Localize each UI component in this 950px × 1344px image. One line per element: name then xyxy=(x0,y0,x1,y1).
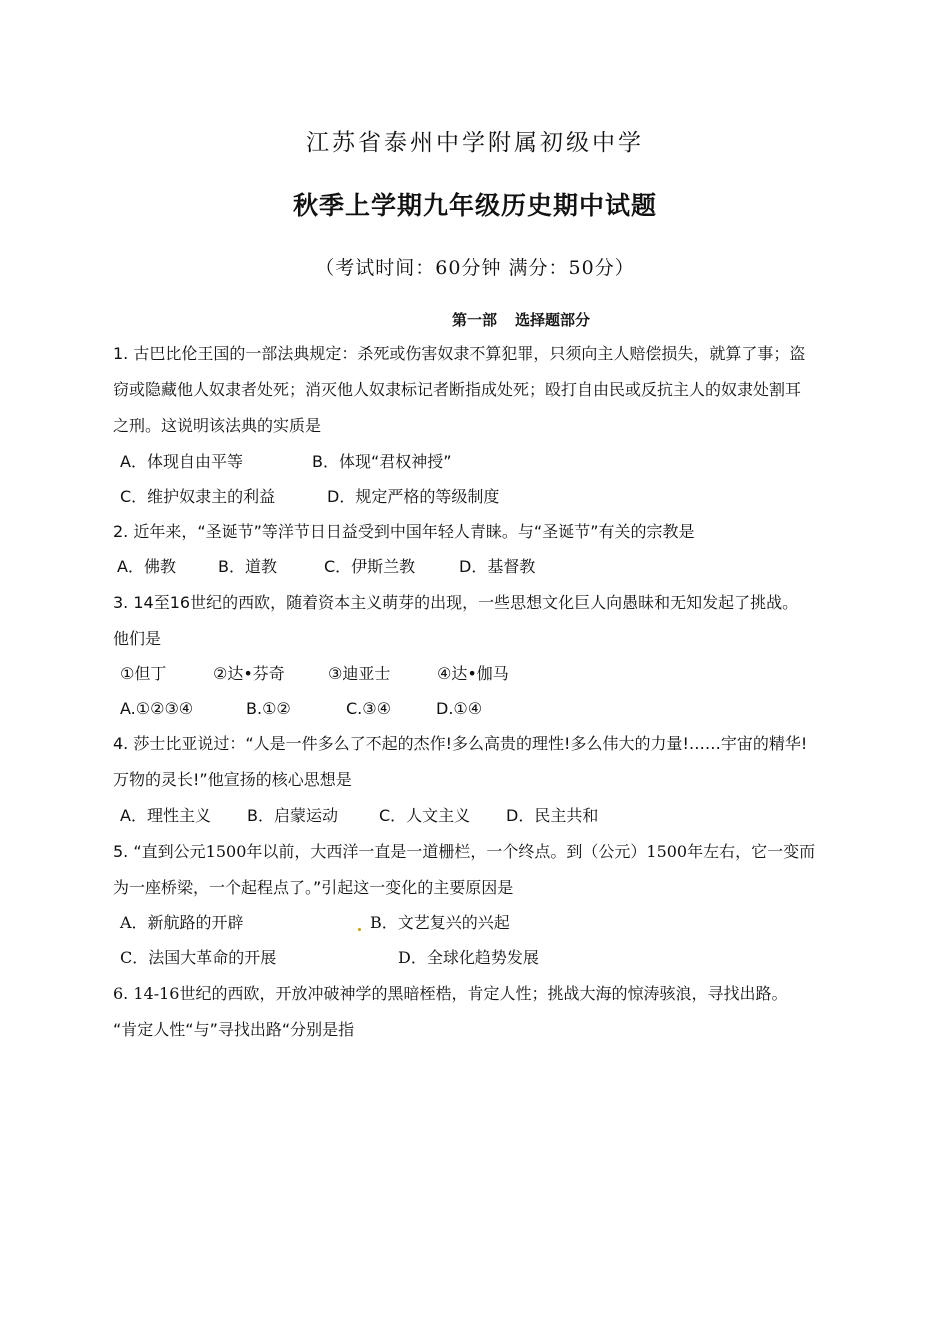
q6-stem-line1 xyxy=(113,983,788,1005)
q4-option-b: B．启蒙运动 xyxy=(247,806,338,825)
q5-option-c: C．法国大革命的开展 xyxy=(120,948,277,967)
q3-item-1: ①但丁 xyxy=(120,664,167,683)
q1-stem-line1: 1. 古巴比伦王国的一部法典规定：杀死或伤害奴隶不算犯罪，只须向主人赔偿损失，就算了事；盗 xyxy=(113,344,806,363)
q1-stem-line2: 窃或隐藏他人奴隶者处死；消灭他人奴隶标记者断指成处死；殴打自由民或反抗主人的奴隶处割耳 xyxy=(113,380,802,399)
q2-option-c: C．伊斯兰教 xyxy=(324,557,416,576)
q3-item-3: ③迪亚士 xyxy=(328,664,391,683)
section-part: 第一部 xyxy=(452,311,498,329)
q1-option-a: A．体现自由平等 xyxy=(120,452,243,471)
q3-option-a: A.①②③④ xyxy=(120,699,194,718)
q6-stem-text-a: 6. 14-16 xyxy=(113,984,180,1003)
q1-stem-line3: 之刑。这说明该法典的实质是 xyxy=(113,416,322,435)
q3-item-2: ②达•芬奇 xyxy=(213,664,285,683)
exam-title: 秋季上学期九年级历史期中试题 xyxy=(292,191,657,220)
q3-item-4: ④达•伽马 xyxy=(437,664,509,683)
q5-option-b: B．文艺复兴的兴起 xyxy=(370,913,510,932)
q5-option-a: A．新航路的开辟 xyxy=(120,913,244,932)
q5-year-2: 1500 xyxy=(646,842,688,861)
q5-stem-text-a: 5. “直到公元 xyxy=(113,842,206,861)
q5-stem-text-c: 年左右，它一变而 xyxy=(687,842,816,861)
q2-stem-line1: 2. 近年来，“圣诞节”等洋节日日益受到中国年轻人青睐。与“圣诞节”有关的宗教是 xyxy=(113,522,695,541)
q2-option-b: B．道教 xyxy=(218,557,277,576)
q5-stem-text-b: 年以前，大西洋一直是一道栅栏，一个终点。到（公元） xyxy=(246,842,647,861)
q6-stem-text-b: 世纪的西欧，开放冲破神学的黑暗桎梏，肯定人性；挑战大海的惊涛骇浪，寻找出路。 xyxy=(179,984,788,1003)
q3-stem-line2: 他们是 xyxy=(113,629,162,648)
q3-stem-line1: 3. 14至16世纪的西欧，随着资本主义萌芽的出现，一些思想文化巨人向愚昧和无知发起了挑战。 xyxy=(113,593,799,612)
section-name: 选择题部分 xyxy=(515,311,591,329)
q5-stem-line2: 为一座桥梁，一个起程点了。”引起这一变化的主要原因是 xyxy=(113,878,514,897)
exam-info: （考试时间：60分钟 满分：50分） xyxy=(315,257,635,279)
q5-option-d: D．全球化趋势发展 xyxy=(398,948,539,967)
stray-dot-mark xyxy=(358,928,361,931)
q3-option-c: C.③④ xyxy=(346,699,391,718)
q4-option-c: C．人文主义 xyxy=(379,806,471,825)
q5-stem-line1 xyxy=(113,841,815,863)
q1-option-b: B．体现“君权神授” xyxy=(312,452,452,471)
q6-stem-line2: “肯定人性“与”寻找出路“分别是指 xyxy=(113,1020,355,1039)
q3-option-b: B.①② xyxy=(246,699,291,718)
q2-option-a: A．佛教 xyxy=(117,557,176,576)
q4-stem-line2: 万物的灵长!”他宣扬的核心思想是 xyxy=(113,770,352,789)
q2-option-d: D．基督教 xyxy=(459,557,536,576)
section-heading xyxy=(452,309,590,330)
q1-option-d: D．规定严格的等级制度 xyxy=(327,487,500,506)
q1-option-c: C．维护奴隶主的利益 xyxy=(120,487,276,506)
q3-option-d: D.①④ xyxy=(436,699,483,718)
q4-option-a: A．理性主义 xyxy=(120,806,211,825)
school-name: 江苏省泰州中学附属初级中学 xyxy=(306,130,644,156)
q4-option-d: D．民主共和 xyxy=(506,806,599,825)
q5-year-1: 1500 xyxy=(205,842,247,861)
q4-stem-line1: 4. 莎士比亚说过：“人是一件多么了不起的杰作!多么高贵的理性!多么伟大的力量!……宇宙的精华! xyxy=(113,734,808,753)
